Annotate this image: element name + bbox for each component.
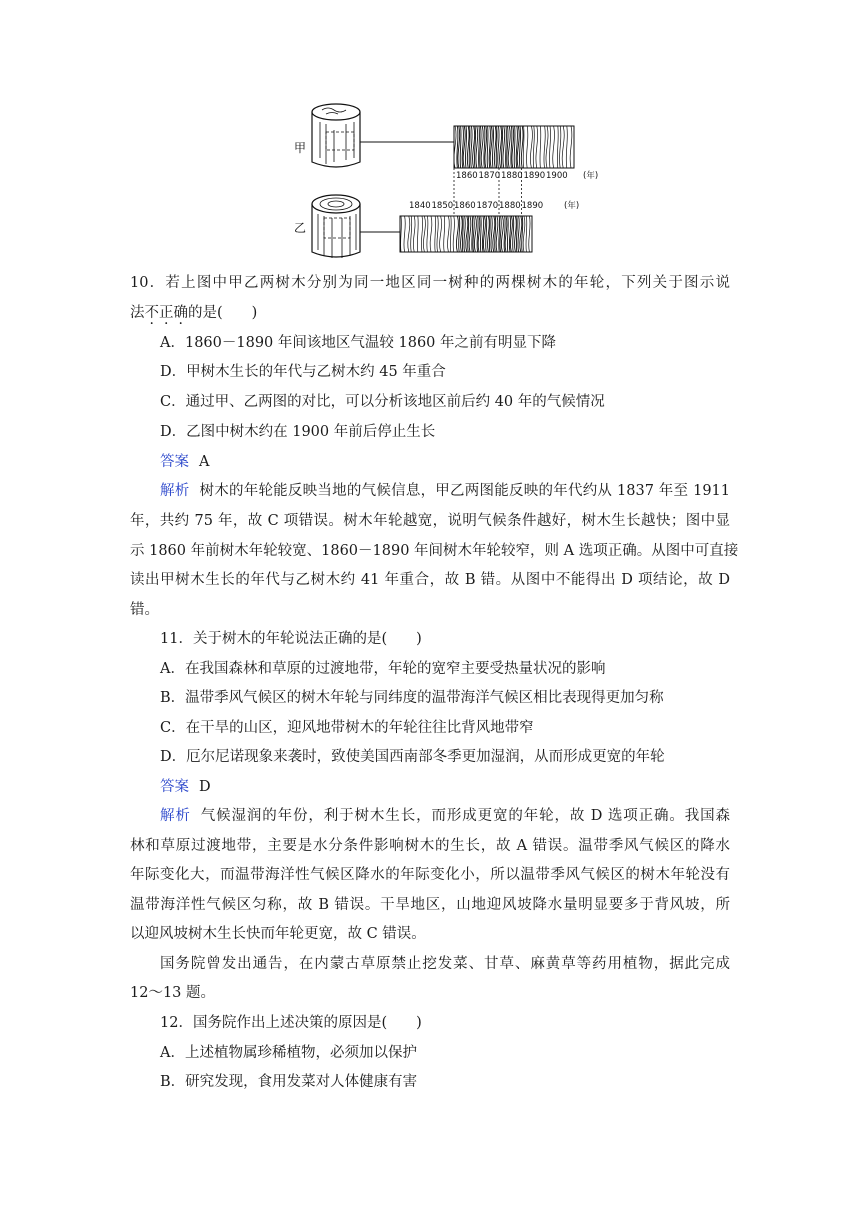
analysis-text: 气候湿润的年份，利于树木生长，而形成更宽的年轮，故 D 选项正确。我国森: [200, 808, 731, 824]
q12-stem: 12．国务院作出上述决策的原因是( ): [160, 1015, 422, 1031]
yi-tick-label: 1840: [409, 201, 431, 211]
q10-option-a: A．1860－1890 年间该地区气温较 1860 年之前有明显下降: [160, 335, 557, 351]
yi-tick-label: 1870: [476, 201, 499, 211]
intro-line1: 国务院曾发出通告，在内蒙古草原禁止挖发菜、甘草、麻黄草等药用植物，据此完成: [160, 956, 730, 972]
emphasis-char: 不: [144, 305, 159, 321]
q11-option-c: C．在干旱的山区，迎风地带树木的年轮往往比背风地带窄: [160, 720, 534, 736]
q10-analysis-line2: 年，共约 75 年，故 C 项错误。树木年轮越宽，说明气候条件越好，树木生长越快；图中显: [130, 513, 730, 529]
q10-analysis-line4: 读出甲树木生长的年代与乙树木约 41 年重合，故 B 错。从图中不能得出 D 项结论，故 D: [130, 572, 730, 588]
q10-answer: [160, 452, 730, 472]
yi-unit-label: (年): [564, 201, 580, 211]
q10-option-d: D．乙图中树木约在 1900 年前后停止生长: [160, 424, 436, 440]
jia-tick-label: 1870: [478, 171, 501, 181]
q11-option-a: A．在我国森林和草原的过渡地带，年轮的宽窄主要受热量状况的影响: [160, 661, 606, 677]
intro-line2: 12～13 题。: [130, 985, 216, 1001]
q11-stem: 11．关于树木的年轮说法正确的是( ): [160, 631, 422, 647]
yi-tick-label: 1850: [431, 201, 454, 211]
figure-label-jia: 甲: [294, 141, 307, 155]
q11-option-d: D．厄尔尼诺现象来袭时，致使美国西南部冬季更加湿润，从而形成更宽的年轮: [160, 749, 665, 765]
q10-option-b: D．甲树木生长的年代与乙树木约 45 年重合: [160, 364, 446, 380]
q10-stem-part-a: 法: [130, 305, 145, 321]
q11-answer: [160, 777, 730, 797]
jia-tick-label: 1880: [501, 171, 523, 181]
log-yi-icon: [312, 195, 360, 258]
jia-tick-label: 1900: [546, 171, 568, 181]
q12-option-a: A．上述植物属珍稀植物，必须加以保护: [160, 1045, 417, 1061]
emphasis-char: 正: [159, 305, 174, 321]
year-tick-labels: [409, 170, 598, 211]
figure-label-yi: 乙: [294, 221, 307, 235]
answer-label: 答案: [160, 779, 189, 795]
q10-stem-line2: [130, 303, 730, 323]
q10-emphasis: [145, 305, 189, 321]
jia-unit-label: (年): [583, 171, 599, 181]
q11-analysis-line4: 温带海洋性气候区匀称，故 B 错误。干旱地区，山地迎风坡降水量明显要多于背风坡，所: [130, 897, 730, 913]
q10-stem-line1: 10．若上图中甲乙两树木分别为同一地区同一树种的两棵树木的年轮，下列关于图示说: [130, 275, 730, 291]
q10-analysis-line5: 错。: [130, 602, 159, 618]
ring-strip-yi: [400, 216, 532, 252]
q11-analysis-line3: 年际变化大，而温带海洋性气候区降水的年际变化小，所以温带季风气候区的树木年轮没有: [130, 867, 730, 883]
tree-ring-figure: [290, 100, 630, 260]
q10-analysis-line3: 示 1860 年前树木年轮较宽、1860－1890 年间树木年轮较窄，则 A 选项正确。从图中可直接: [130, 543, 739, 559]
emphasis-char: 确: [173, 305, 188, 321]
q11-analysis-line5: 以迎风坡树木生长快而年轮更宽，故 C 错误。: [130, 926, 426, 942]
q11-analysis-line1: [160, 806, 730, 826]
q10-analysis-line1: [160, 481, 730, 501]
ring-strip-jia: [454, 126, 574, 168]
q10-option-c: C．通过甲、乙两图的对比，可以分析该地区前后约 40 年的气候情况: [160, 394, 605, 410]
tree-ring-diagram: [290, 100, 630, 260]
analysis-text: 树木的年轮能反映当地的气候信息，甲乙两图能反映的年代约从 1837 年至 1911: [199, 483, 730, 499]
analysis-label: 解析: [160, 808, 191, 824]
answer-value: D: [199, 779, 211, 795]
q10-stem-part-c: 的是( ): [188, 305, 258, 321]
answer-label: 答案: [160, 454, 189, 470]
log-jia-icon: [312, 104, 360, 167]
analysis-label: 解析: [160, 483, 190, 499]
q11-analysis-line2: 林和草原过渡地带，主要是水分条件影响树木的生长，故 A 错误。温带季风气候区的降水: [130, 838, 730, 854]
q12-option-b: B．研究发现，食用发菜对人体健康有害: [160, 1074, 418, 1090]
q11-option-b: B．温带季风气候区的树木年轮与同纬度的温带海洋气候区相比表现得更加匀称: [160, 690, 664, 706]
answer-value: A: [199, 454, 210, 470]
yi-tick-label: 1880: [499, 201, 521, 211]
jia-tick-label: 1860: [456, 171, 478, 181]
yi-tick-label: 1890: [521, 201, 544, 211]
jia-tick-label: 1890: [523, 171, 546, 181]
yi-tick-label: 1860: [454, 201, 476, 211]
